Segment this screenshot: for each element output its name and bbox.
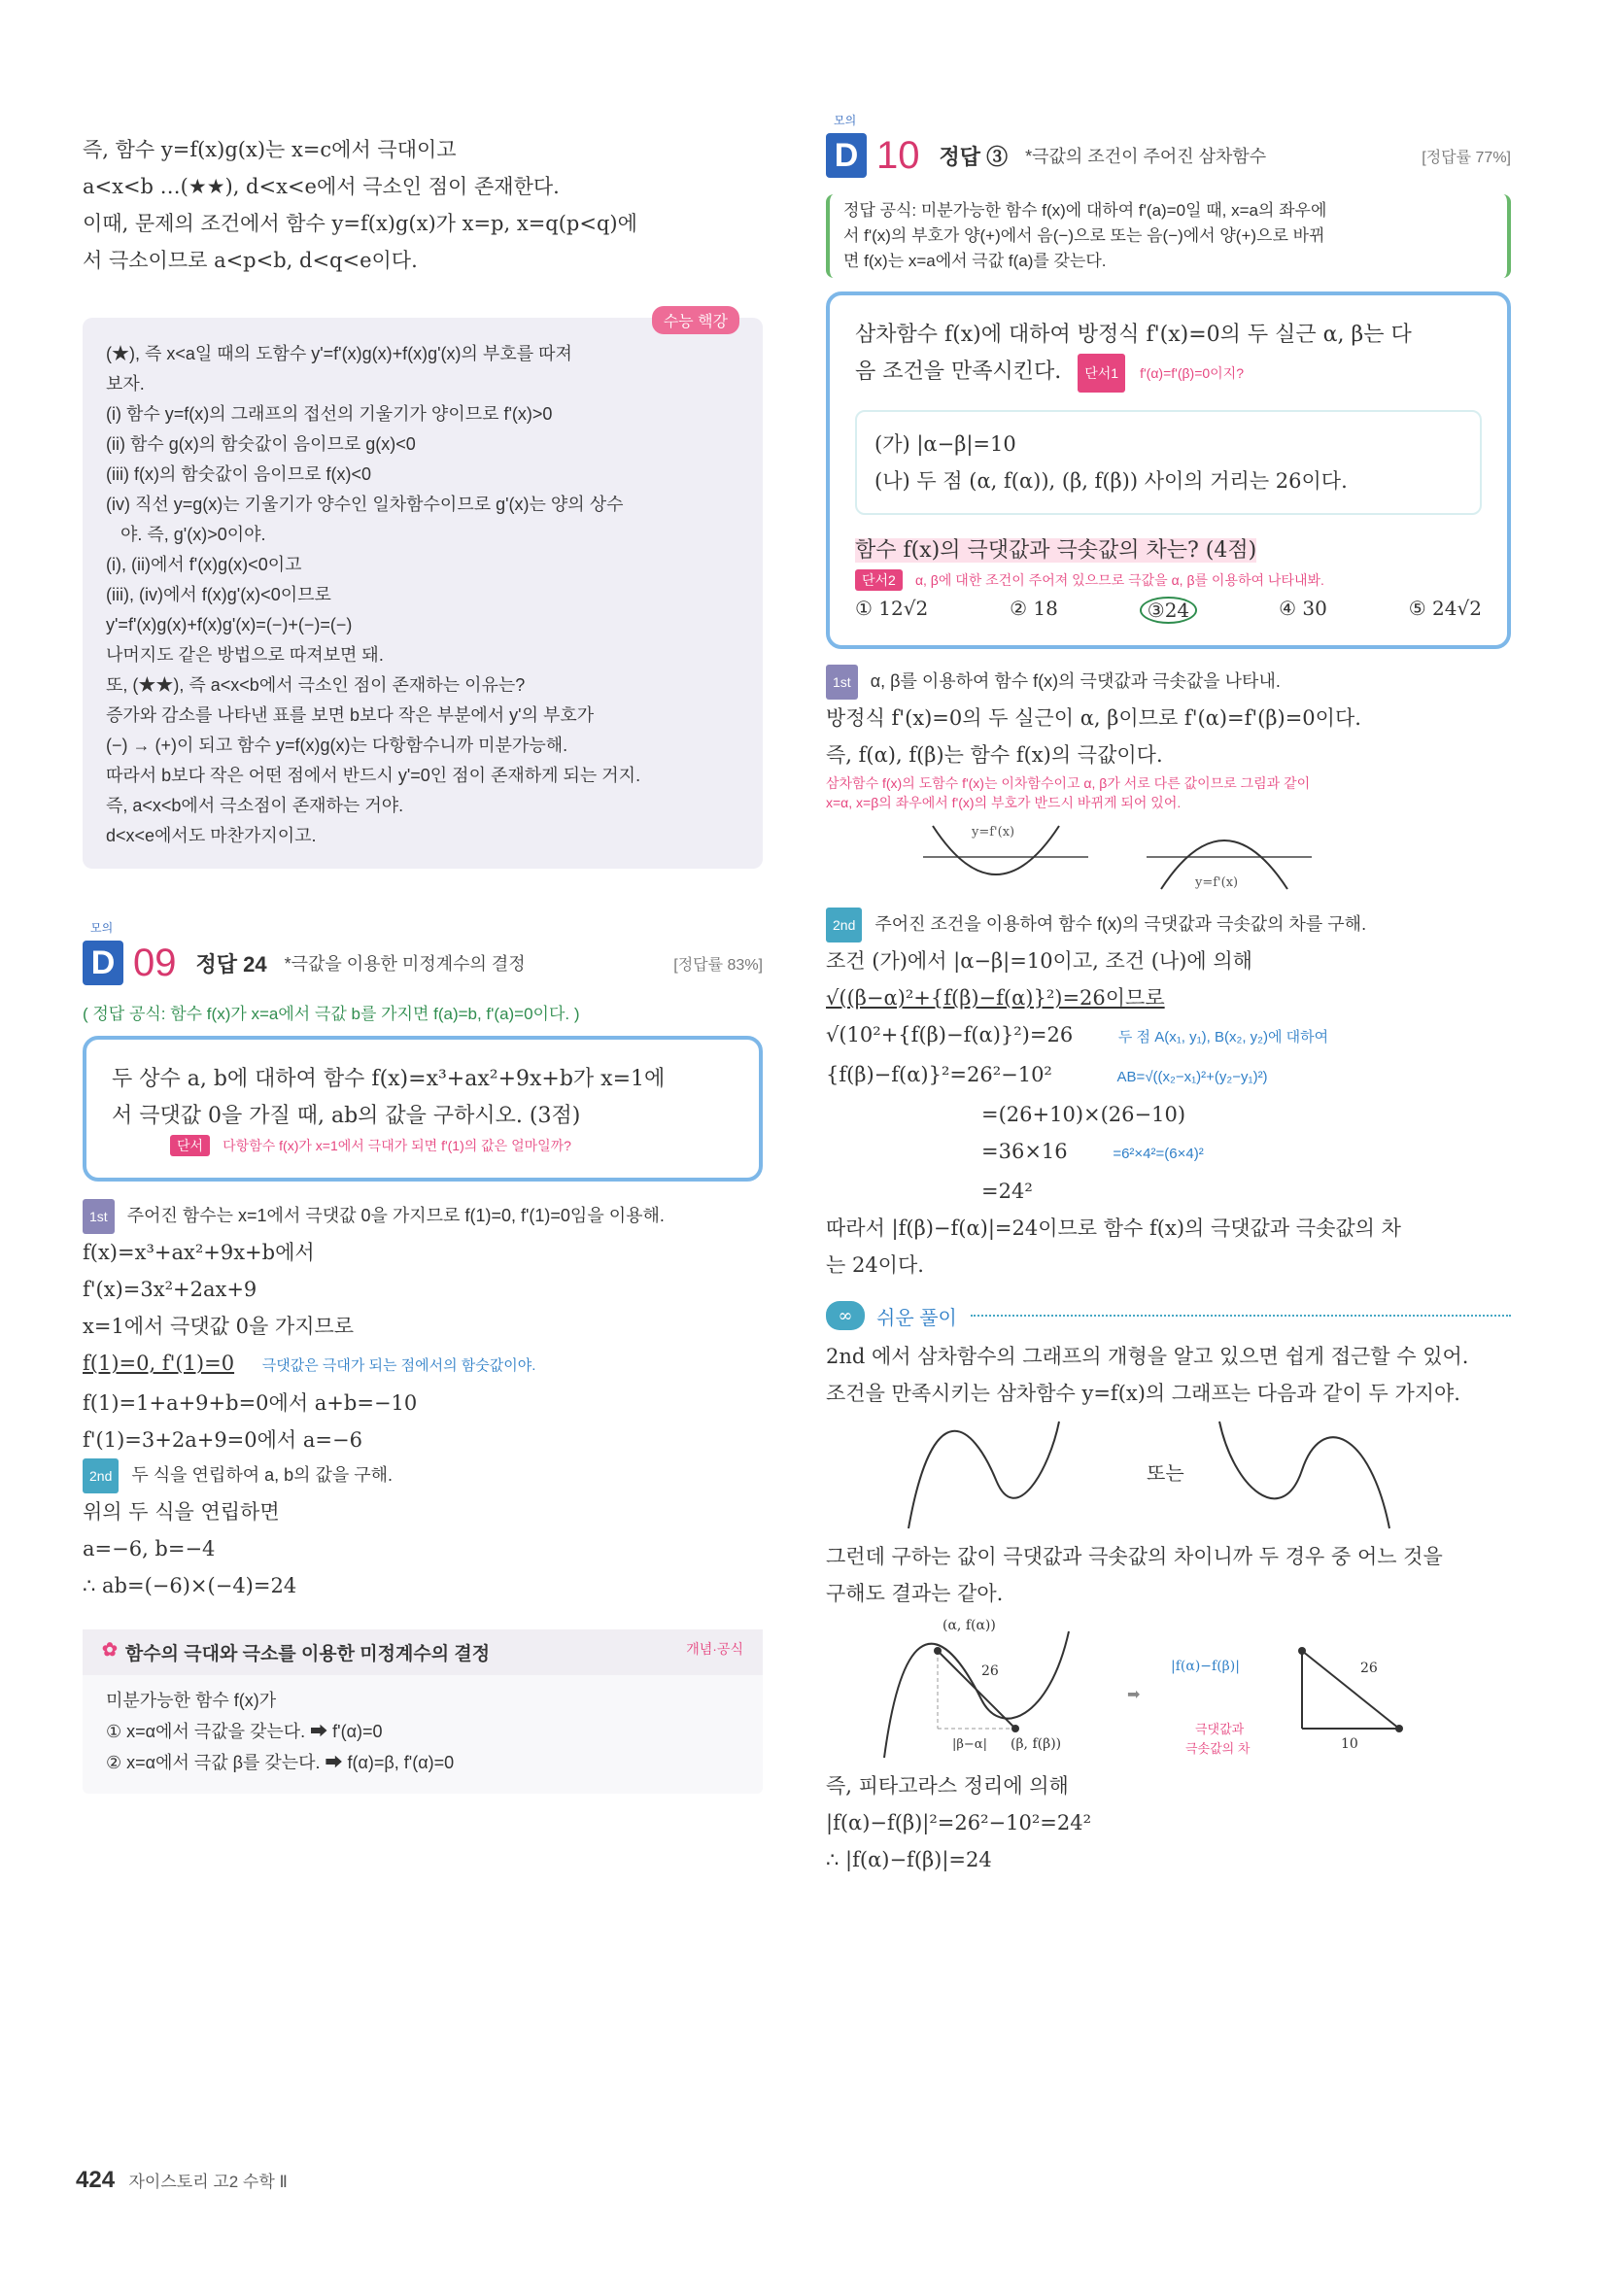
side-note: x=α, x=β의 좌우에서 f'(x)의 부호가 반드시 바뀌게 되어 있어. bbox=[826, 795, 1182, 810]
solution-line: {f(β)−f(α)}²=26²−10² bbox=[826, 1063, 1052, 1086]
point-label: (β, f(β)) bbox=[1011, 1736, 1062, 1752]
core-tag: 수능 핵강 bbox=[652, 306, 739, 334]
step-2 bbox=[83, 1458, 763, 1604]
concept-box bbox=[83, 1629, 763, 1794]
solution-line: 따라서 |f(β)−f(α)|=24이므로 함수 f(x)의 극댓값과 극솟값의 차 bbox=[826, 1217, 1401, 1240]
easy-line: 그런데 구하는 값이 극댓값과 극솟값의 차이니까 두 경우 중 어느 것을 bbox=[826, 1545, 1443, 1568]
d-badge: D bbox=[826, 133, 867, 178]
concept-line: 미분가능한 함수 f(x)가 bbox=[106, 1691, 277, 1710]
problem-d09 bbox=[83, 919, 763, 1794]
step-title: 두 식을 연립하여 a, b의 값을 구해. bbox=[131, 1465, 394, 1485]
core-line: (i) 함수 y=f(x)의 그래프의 접선의 기울기가 양이므로 f'(x)>0 bbox=[106, 404, 553, 424]
core-line: d<x<e에서도 마찬가지이고. bbox=[106, 826, 317, 845]
flower-icon: ✿ bbox=[102, 1640, 118, 1661]
solution-line: f'(1)=3+2a+9=0에서 a=−6 bbox=[83, 1428, 362, 1452]
solution-line: x=1에서 극댓값 0을 가지므로 bbox=[83, 1315, 355, 1338]
step-tag: 1st bbox=[83, 1199, 115, 1234]
question-text: 함수 f(x)의 극댓값과 극솟값의 차는? (4점) bbox=[855, 538, 1257, 563]
choice-4[interactable]: ④ 30 bbox=[1279, 597, 1327, 620]
intro-line: a<x<b …(★★), d<x<e에서 극소인 점이 존재한다. bbox=[83, 175, 560, 198]
step-tag: 1st bbox=[826, 665, 858, 700]
problem-box bbox=[826, 291, 1511, 649]
problem-header bbox=[83, 936, 763, 990]
core-line: (★), 즉 x<a일 때의 도함수 y'=f'(x)g(x)+f(x)g'(x)의 부호를 따져 bbox=[106, 344, 572, 363]
mock-label: 모의 bbox=[90, 921, 114, 935]
solution-line: 방정식 f'(x)=0의 두 실근이 α, β이므로 f'(α)=f'(β)=0이다. bbox=[826, 706, 1361, 730]
problem-text: 삼차함수 f(x)에 대하여 방정식 f'(x)=0의 두 실근 α, β는 다 bbox=[855, 323, 1412, 347]
core-line: (iv) 직선 y=g(x)는 기울기가 양수인 일차함수이므로 g'(x)는 양의 상수 bbox=[106, 495, 624, 514]
side-note: 삼차함수 f(x)의 도함수 f'(x)는 이차함수이고 α, β가 서로 다른 값이므로 그림과 같이 bbox=[826, 775, 1311, 791]
glasses-icon: ∞ bbox=[826, 1301, 865, 1330]
answer-label: 정답 ③ bbox=[939, 144, 1009, 169]
solution-line: √(10²+{f(β)−f(α)}²)=26 bbox=[826, 1023, 1074, 1046]
derivative-graphs bbox=[826, 816, 1511, 904]
graph-label: y=f'(x) bbox=[1195, 875, 1239, 890]
answer-formula bbox=[826, 194, 1511, 278]
choice-3[interactable]: ③24 bbox=[1140, 597, 1197, 624]
easy-solution-header bbox=[826, 1301, 1511, 1330]
core-line: y'=f'(x)g(x)+f(x)g'(x)=(−)+(−)=(−) bbox=[106, 615, 353, 634]
solution-line: =24² bbox=[981, 1180, 1033, 1203]
formula-line: 면 f(x)는 x=a에서 극값 f(a)를 갖는다. bbox=[843, 252, 1107, 270]
side-note: 두 점 A(x₁, y₁), B(x₂, y₂)에 대하여 bbox=[1117, 1029, 1329, 1045]
easy-line: 조건을 만족시키는 삼차함수 y=f(x)의 그래프는 다음과 같이 두 가지야. bbox=[826, 1382, 1460, 1405]
choice-1[interactable]: ① 12√2 bbox=[855, 597, 929, 620]
triangle-label: |f(α)−f(β)| bbox=[1171, 1659, 1240, 1674]
answer-label: 정답 24 bbox=[195, 951, 267, 977]
concept-tag: 개념·공식 bbox=[686, 1641, 743, 1657]
intro-line: 서 극소이므로 a<p<b, d<q<e이다. bbox=[83, 249, 418, 272]
condition-a: (가) |α−β|=10 bbox=[874, 432, 1016, 456]
distance-label: 26 bbox=[981, 1663, 999, 1679]
page-number: 424 bbox=[76, 2167, 116, 2193]
triangle-label: 10 bbox=[1341, 1736, 1358, 1752]
hint-tag: 단서1 bbox=[1078, 354, 1125, 393]
intro-line: 즉, 함수 y=f(x)g(x)는 x=c에서 극대이고 bbox=[83, 138, 457, 161]
cubic-shapes bbox=[826, 1412, 1511, 1538]
correct-rate: [정답률 83%] bbox=[673, 956, 763, 974]
problem-box bbox=[83, 1036, 763, 1182]
formula-line: 정답 공식: 미분가능한 함수 f(x)에 대하여 f'(a)=0일 때, x=a의 좌우에 bbox=[843, 201, 1327, 220]
hint-tag: 단서 bbox=[170, 1135, 210, 1156]
point-label: (α, f(α)) bbox=[943, 1618, 996, 1633]
core-line: 즉, a<x<b에서 극소점이 존재하는 거야. bbox=[106, 796, 404, 815]
page-footer bbox=[76, 2167, 288, 2194]
final-line: 즉, 피타고라스 정리에 의해 bbox=[826, 1774, 1069, 1798]
core-line: 보자. bbox=[106, 374, 145, 394]
formula-line: 서 f'(x)의 부호가 양(+)에서 음(−)으로 또는 음(−)에서 양(+)으로 바뀌 bbox=[843, 226, 1325, 245]
step-1 bbox=[826, 665, 1511, 904]
concept-line: ② x=α에서 극값 β를 갖는다. ➡ f(α)=β, f'(α)=0 bbox=[106, 1753, 455, 1772]
core-lines bbox=[106, 339, 739, 851]
d-badge: D bbox=[83, 941, 123, 985]
solution-line: 즉, f(α), f(β)는 함수 f(x)의 극값이다. bbox=[826, 743, 1163, 767]
triangle-caption: 극솟값의 차 bbox=[1185, 1741, 1251, 1756]
step-tag: 2nd bbox=[826, 908, 862, 942]
easy-line: 구해도 결과는 같아. bbox=[826, 1582, 1004, 1605]
hint-text: 다항함수 f(x)가 x=1에서 극대가 되면 f'(1)의 값은 얼마일까? bbox=[223, 1138, 571, 1153]
core-line: (−) → (+)이 되고 함수 y=f(x)g(x)는 다항함수니까 미분가능해. bbox=[106, 736, 568, 755]
choice-2[interactable]: ② 18 bbox=[1010, 597, 1058, 620]
hint-text: f'(α)=f'(β)=0이지? bbox=[1140, 365, 1244, 381]
or-label: 또는 bbox=[1147, 1463, 1184, 1485]
left-column bbox=[83, 131, 763, 1794]
core-explanation-box bbox=[83, 314, 763, 869]
problem-d10 bbox=[826, 112, 1511, 1878]
distance-label: |β−α| bbox=[952, 1737, 987, 1752]
intro-text bbox=[83, 131, 763, 279]
core-line: 야. 즉, g'(x)>0이야. bbox=[106, 525, 266, 544]
triangle-label: 26 bbox=[1360, 1661, 1378, 1676]
solution-line: a=−6, b=−4 bbox=[83, 1537, 216, 1560]
easy-line: 2nd 에서 삼차함수의 그래프의 개형을 알고 있으면 쉽게 접근할 수 있어. bbox=[826, 1345, 1469, 1368]
solution-line: ∴ ab=(−6)×(−4)=24 bbox=[83, 1574, 297, 1597]
step-title: 주어진 함수는 x=1에서 극댓값 0을 가지므로 f(1)=0, f'(1)=0임을 이용해. bbox=[126, 1206, 665, 1225]
step-2 bbox=[826, 908, 1511, 1284]
conditions-box bbox=[855, 410, 1482, 515]
solution-line: =(26+10)×(26−10) bbox=[981, 1103, 1186, 1126]
solution-line: f(1)=0, f'(1)=0 bbox=[83, 1352, 235, 1375]
problem-number: 09 bbox=[133, 941, 177, 984]
subject-label: *극값의 조건이 주어진 삼차함수 bbox=[1025, 147, 1267, 166]
side-note: AB=√((x₂−x₁)²+(y₂−y₁)²) bbox=[1116, 1069, 1268, 1085]
solution-line: 위의 두 식을 연립하면 bbox=[83, 1500, 280, 1524]
problem-text: 두 상수 a, b에 대하여 함수 f(x)=x³+ax²+9x+b가 x=1에 bbox=[112, 1067, 666, 1091]
solution-line: 는 24이다. bbox=[826, 1253, 924, 1277]
mock-label: 모의 bbox=[834, 114, 857, 127]
concept-line: ① x=α에서 극값을 갖는다. ➡ f'(α)=0 bbox=[106, 1722, 383, 1741]
side-note: =6²×4²=(6×4)² bbox=[1113, 1146, 1204, 1162]
hint-tag: 단서2 bbox=[855, 569, 903, 591]
core-line: 나머지도 같은 방법으로 따져보면 돼. bbox=[106, 645, 384, 665]
problem-text: 음 조건을 만족시킨다. bbox=[855, 360, 1062, 384]
problem-header bbox=[826, 128, 1511, 183]
core-line: (i), (ii)에서 f'(x)g(x)<0이고 bbox=[106, 555, 302, 574]
graph-label: y=f'(x) bbox=[972, 825, 1015, 840]
right-column bbox=[826, 112, 1511, 1878]
core-line: (iii) f(x)의 함숫값이 음이므로 f(x)<0 bbox=[106, 464, 371, 484]
final-line: |f(α)−f(β)|²=26²−10²=24² bbox=[826, 1811, 1092, 1834]
solution-line: f'(x)=3x²+2ax+9 bbox=[83, 1278, 257, 1301]
core-line: 또, (★★), 즉 a<x<b에서 극소인 점이 존재하는 이유는? bbox=[106, 675, 526, 695]
book-title: 자이스토리 고2 수학 Ⅱ bbox=[128, 2173, 288, 2191]
svg-text:➡: ➡ bbox=[1127, 1685, 1141, 1703]
core-line: (ii) 함수 g(x)의 함숫값이 음이므로 g(x)<0 bbox=[106, 434, 416, 454]
solution-line: f(x)=x³+ax²+9x+b에서 bbox=[83, 1241, 315, 1264]
solution-line: =36×16 bbox=[981, 1140, 1068, 1163]
final-line: ∴ |f(α)−f(β)|=24 bbox=[826, 1848, 992, 1871]
core-line: 따라서 b보다 작은 어떤 점에서 반드시 y'=0인 점이 존재하게 되는 거지. bbox=[106, 766, 641, 785]
answer-formula: ( 정답 공식: 함수 f(x)가 x=a에서 극값 b를 가지면 f(a)=b, f'(a)=0이다. ) bbox=[83, 1005, 580, 1023]
solution-line: 조건 (가)에서 |α−β|=10이고, 조건 (나)에 의해 bbox=[826, 949, 1252, 973]
answer-choices bbox=[855, 597, 1482, 624]
choice-5[interactable]: ⑤ 24√2 bbox=[1408, 597, 1482, 620]
core-line: (iii), (iv)에서 f(x)g'(x)<0이므로 bbox=[106, 585, 331, 604]
solution-line: √((β−α)²+{f(β)−f(α)}²)=26이므로 bbox=[826, 986, 1165, 1010]
step-tag: 2nd bbox=[83, 1458, 119, 1493]
triangle-caption: 극댓값과 bbox=[1195, 1722, 1245, 1736]
side-note: 극댓값은 극대가 되는 점에서의 함숫값이야. bbox=[261, 1357, 536, 1374]
step-1 bbox=[83, 1199, 763, 1458]
subject-label: *극값을 이용한 미정계수의 결정 bbox=[284, 954, 526, 974]
hint-text: α, β에 대한 조건이 주어져 있으므로 극값을 α, β를 이용하여 나타내봐. bbox=[914, 572, 1324, 588]
step-title: 주어진 조건을 이용하여 함수 f(x)의 극댓값과 극솟값의 차를 구해. bbox=[874, 914, 1367, 934]
core-line: 증가와 감소를 나타낸 표를 보면 b보다 작은 부분에서 y'의 부호가 bbox=[106, 705, 595, 725]
problem-text: 서 극댓값 0을 가질 때, ab의 값을 구하시오. (3점) bbox=[112, 1104, 581, 1128]
easy-title: 쉬운 풀이 bbox=[876, 1307, 957, 1329]
correct-rate: [정답률 77%] bbox=[1422, 149, 1511, 166]
condition-b: (나) 두 점 (α, f(α)), (β, f(β)) 사이의 거리는 26이다. bbox=[874, 469, 1348, 493]
pythagoras-figure bbox=[826, 1612, 1511, 1767]
problem-number: 10 bbox=[876, 133, 920, 177]
intro-line: 이때, 문제의 조건에서 함수 y=f(x)g(x)가 x=p, x=q(p<q)에 bbox=[83, 212, 637, 235]
concept-title: 함수의 극대와 극소를 이용한 미정계수의 결정 bbox=[124, 1644, 491, 1664]
step-title: α, β를 이용하여 함수 f(x)의 극댓값과 극솟값을 나타내. bbox=[870, 671, 1281, 691]
solution-line: f(1)=1+a+9+b=0에서 a+b=−10 bbox=[83, 1391, 418, 1415]
